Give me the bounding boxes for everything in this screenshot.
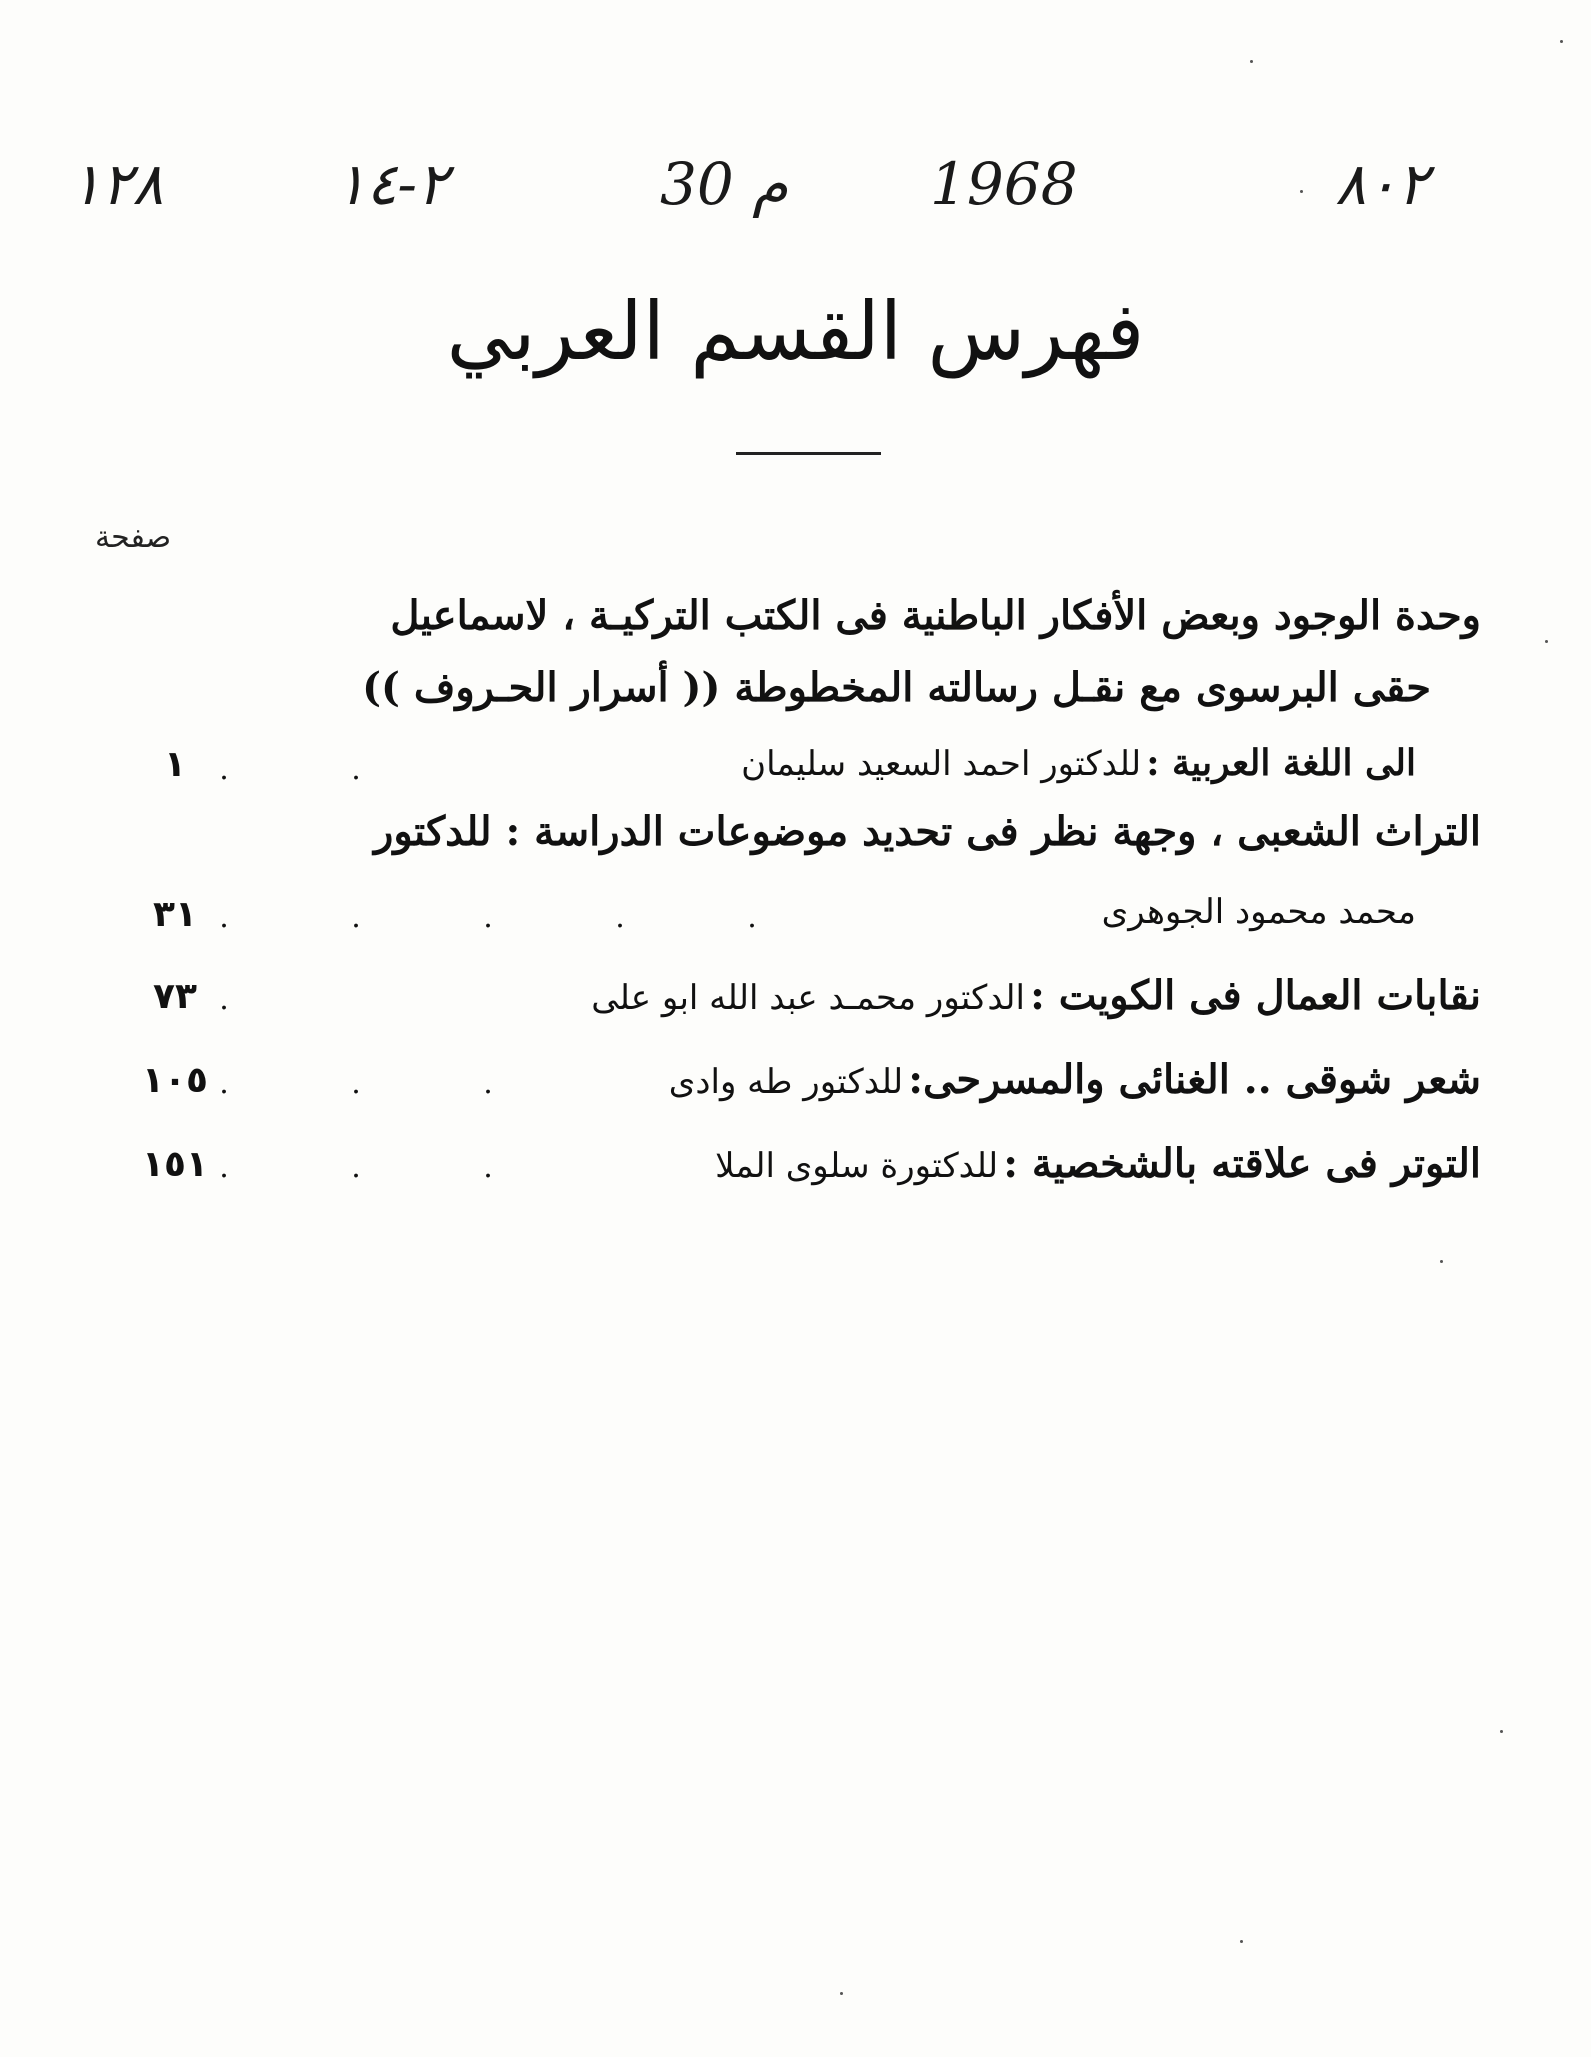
scan-speck xyxy=(1250,60,1253,63)
handwritten-annotation: 1968 xyxy=(930,150,1078,218)
scan-speck xyxy=(1240,1940,1243,1943)
scan-speck xyxy=(1545,640,1548,643)
entry-1-byline xyxy=(741,742,1416,784)
scan-speck xyxy=(840,1992,843,1995)
entry-5-line xyxy=(715,1140,1481,1187)
scan-speck xyxy=(1440,1260,1443,1263)
leader-dots: . . xyxy=(219,752,361,787)
entry-5-author: للدكتورة سلوى الملا xyxy=(715,1146,999,1186)
leader-dots: . xyxy=(219,982,229,1017)
page-title: فهرس القسم العربي xyxy=(446,285,1145,378)
handwritten-annotation: 30 م xyxy=(660,150,789,218)
entry-3-line xyxy=(591,972,1481,1019)
leader-dots: . . . . . xyxy=(219,900,757,935)
entry-4-page-number: ١٠٥ xyxy=(142,1060,208,1101)
entry-4-author: للدكتور طه وادى xyxy=(668,1062,904,1102)
entry-3-page-number: ٧٣ xyxy=(153,976,197,1017)
entry-1-lead: الى اللغة العربية : xyxy=(1146,742,1416,784)
entry-2-title-line-1: التراث الشعبى ، وجهة نظر فى تحديد موضوعات الدراسة : للدكتور xyxy=(374,808,1481,855)
entry-5-lead: التوتر فى علاقته بالشخصية : xyxy=(1003,1140,1481,1187)
scan-speck xyxy=(1500,1730,1503,1733)
handwritten-annotation: ١٢٨ xyxy=(70,150,164,218)
page-column-label: صفحة xyxy=(95,520,172,555)
entry-2-page-number: ٣١ xyxy=(153,894,197,935)
scan-speck xyxy=(1300,190,1303,193)
entry-4-lead: شعر شوقى .. الغنائى والمسرحى: xyxy=(908,1056,1481,1103)
handwritten-annotation: ٢-١٤ xyxy=(335,150,449,218)
scan-speck xyxy=(1560,40,1563,43)
entry-5-page-number: ١٥١ xyxy=(142,1144,208,1185)
entry-1-author: للدكتور احمد السعيد سليمان xyxy=(741,744,1142,784)
entry-3-author: الدكتور محمـد عبد الله ابو على xyxy=(591,978,1025,1018)
entry-2-author: محمد محمود الجوهرى xyxy=(1101,892,1416,932)
entry-1-title-line-1: وحدة الوجود وبعض الأفكار الباطنية فى الكتب التركيـة ، لاسماعيل xyxy=(390,592,1481,639)
handwritten-annotation: ٨٠٢ xyxy=(1335,150,1429,218)
title-divider xyxy=(736,452,881,455)
entry-4-line xyxy=(669,1056,1481,1103)
entry-3-lead: نقابات العمال فى الكويت : xyxy=(1030,972,1481,1019)
entry-1-title-line-2: حقى البرسوى مع نقـل رسالته المخطوطة (( أسرار الحـروف )) xyxy=(362,664,1431,711)
entry-1-page-number: ١ xyxy=(164,744,186,785)
leader-dots: . . . xyxy=(219,1066,493,1101)
leader-dots: . . . xyxy=(219,1150,493,1185)
